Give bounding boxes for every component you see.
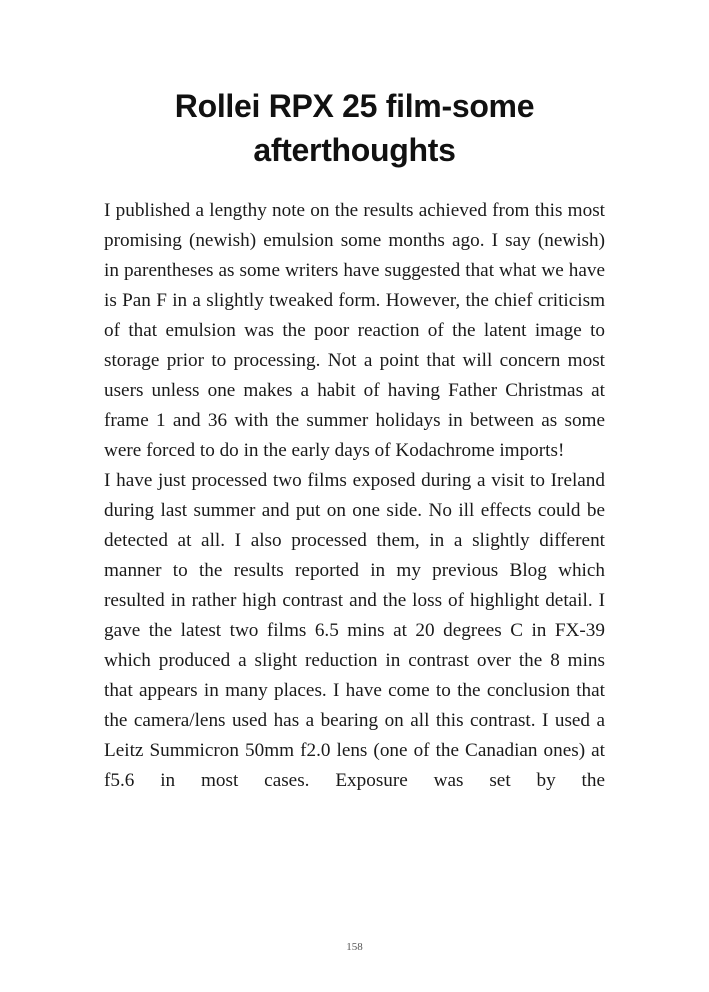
page-number: 158	[346, 941, 363, 953]
title-line-2: afterthoughts	[253, 132, 456, 168]
title-line-1: Rollei RPX 25 film-some	[174, 88, 535, 124]
paragraph-2: I have just processed two films exposed during a visit to Ireland during last summer and put on one side. No ill effects could be detected at all. I also processed them, in a slightly different manner to the results reported in my previous Blog which resulted in rather high contrast and the loss of highlight detail. I gave the latest two films 6.5 mins at 20 degrees C in FX-39 which produced a slight reduction in contrast over the 8 mins that appears in many places. I have come to the conclusion that the camera/lens used has a bearing on all this contrast. I used a Leitz Summicron 50mm f2.0 lens (one of the Canadian ones) at f5.6 in most cases. Exposure was set by the	[104, 470, 605, 791]
body-text	[104, 196, 605, 796]
paragraph-1: I published a lengthy note on the results achieved from this most promising (newish) emulsion some months ago. I say (newish) in parentheses as some writers have suggested that what we have is Pan F in a slightly tweaked form. However, the chief criticism of that emulsion was the poor reaction of the latent image to storage prior to processing. Not a point that will concern most users unless one makes a habit of having Father Christmas at frame 1 and 36 with the summer holidays in between as some were forced to do in the early days of Kodachrome imports!	[104, 200, 605, 461]
page-title	[104, 84, 605, 172]
